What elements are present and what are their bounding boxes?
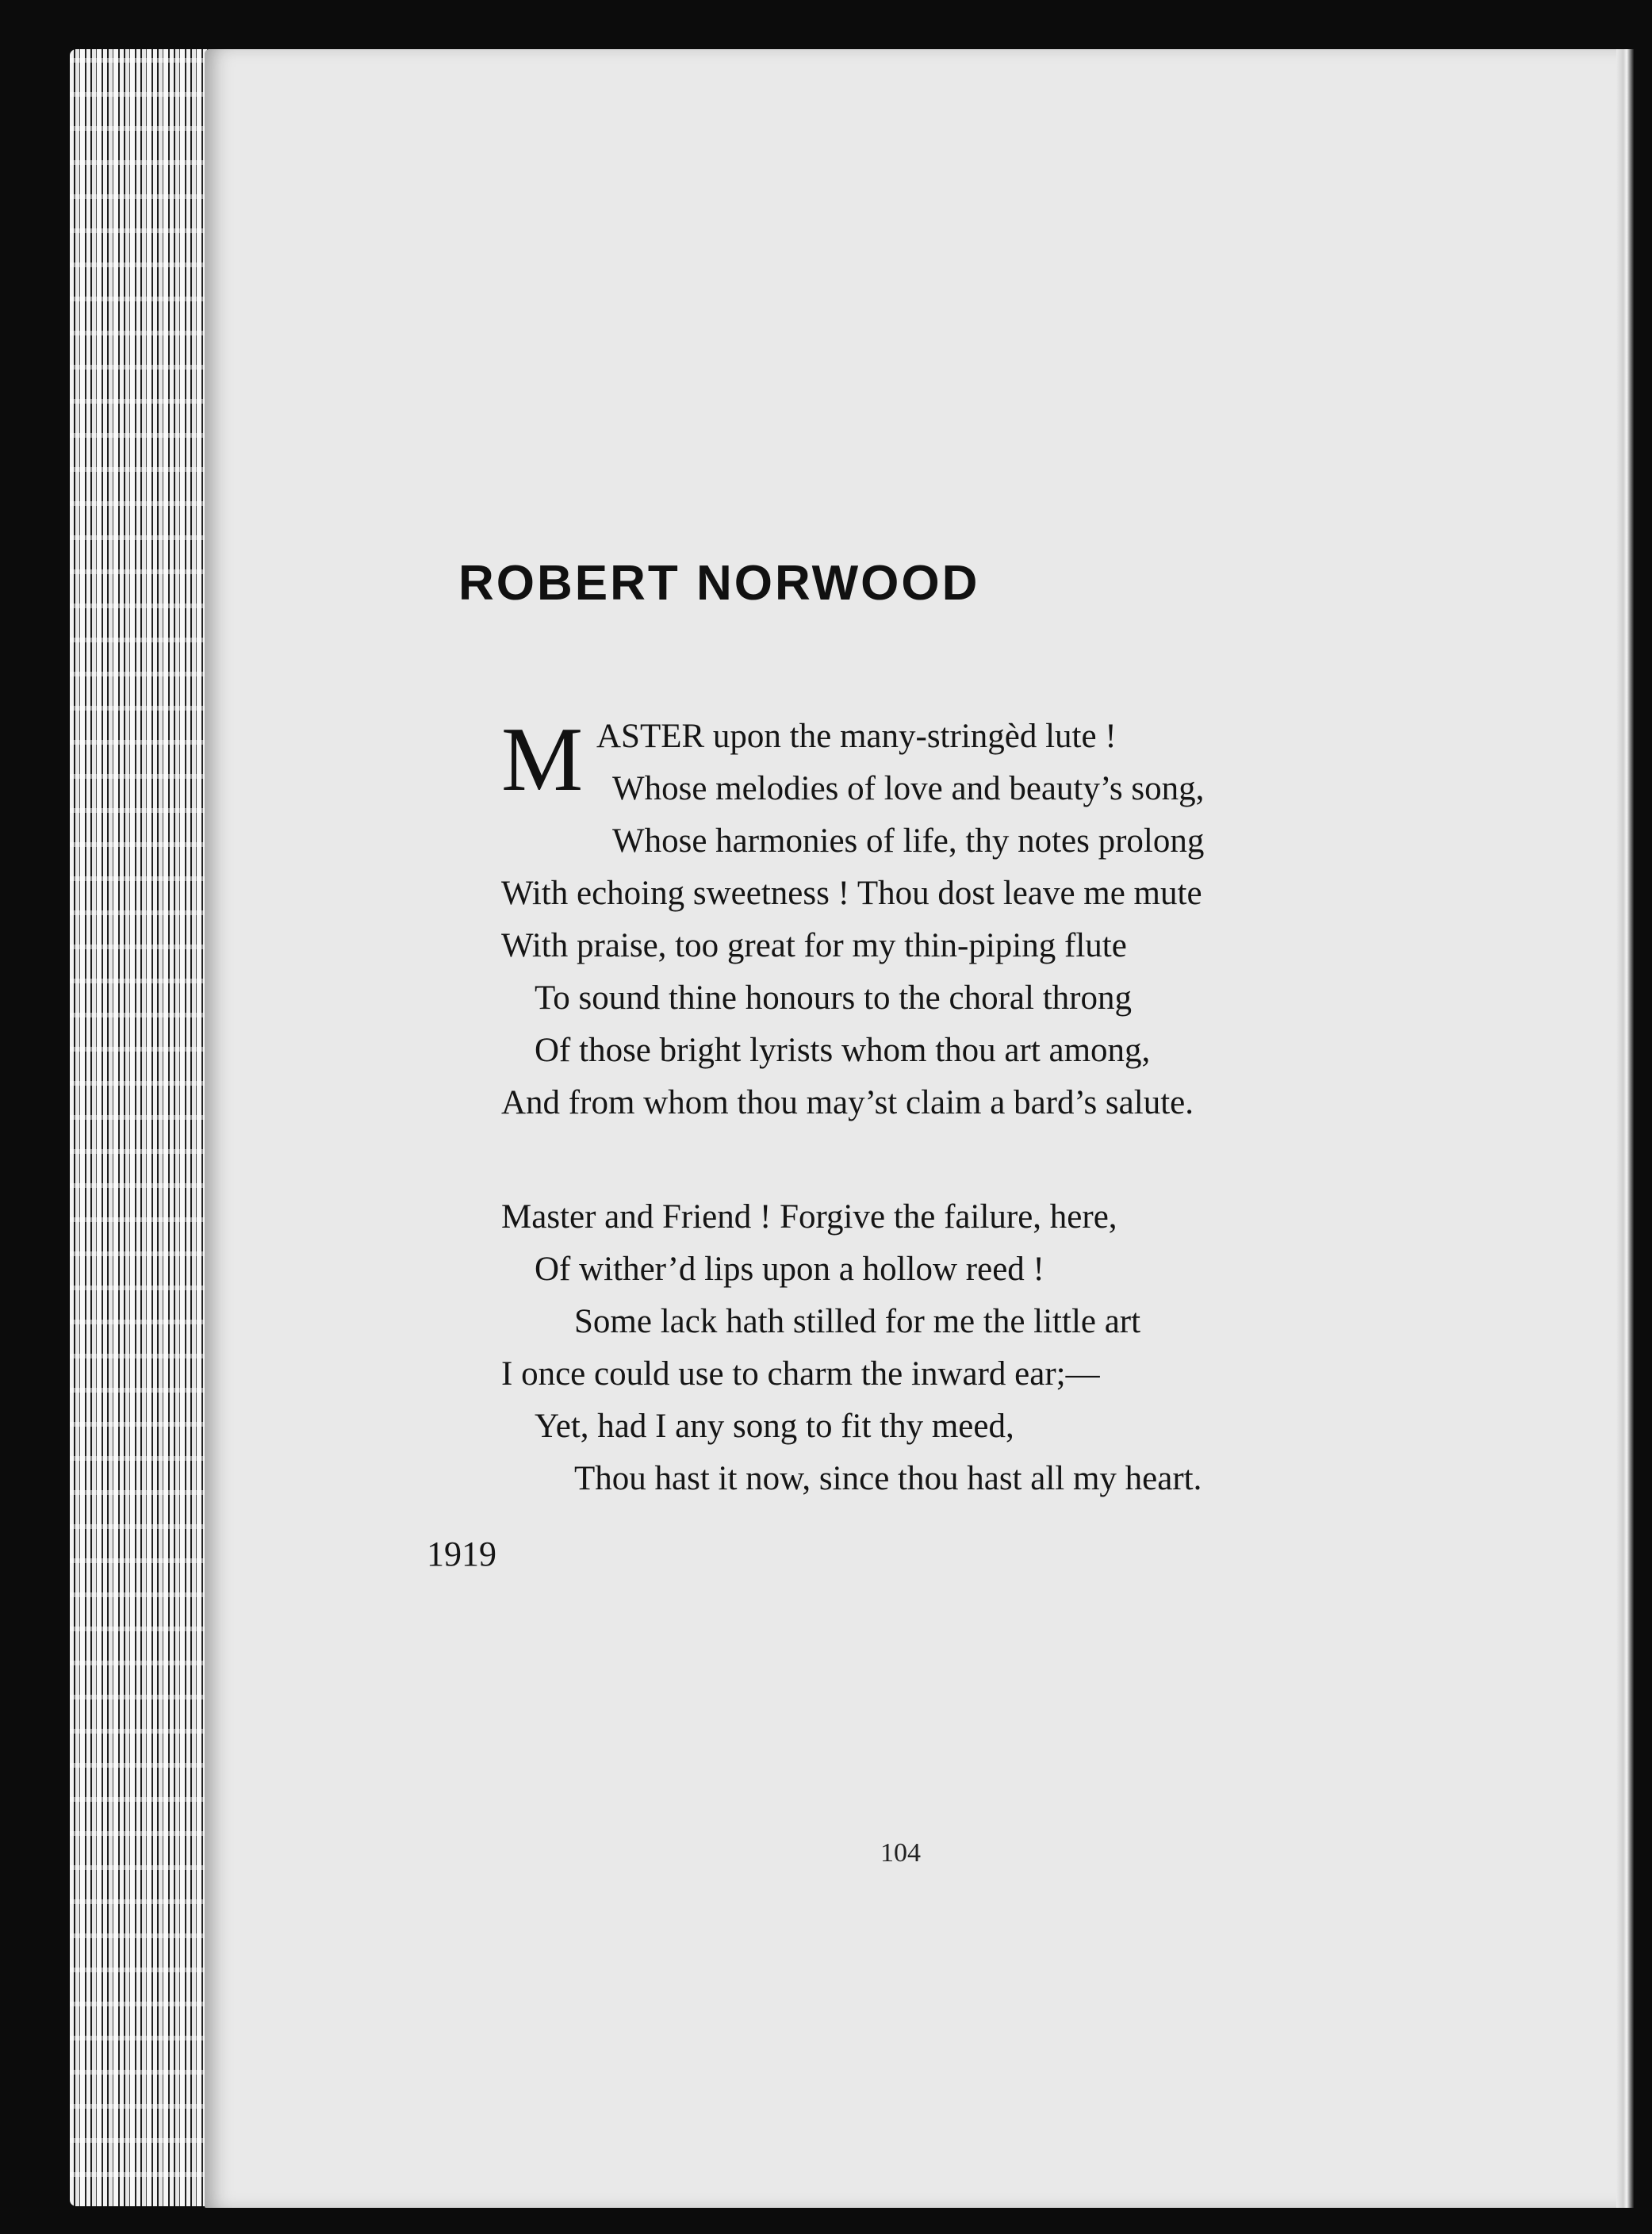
poem-line: With echoing sweetness ! Thou dost leave me mute [501,875,1202,912]
poem-year: 1919 [427,1535,496,1573]
poem-line: Of wither’d lips upon a hollow reed ! [535,1251,1044,1288]
drop-cap: M [501,709,584,810]
poem-line: To sound thine honours to the choral throng [535,979,1132,1017]
poem-title: ROBERT NORWOOD [458,556,980,611]
poem-line: Whose harmonies of life, thy notes prolong [612,822,1205,860]
page-edges [70,49,220,2206]
poem-line: Yet, had I any song to fit thy meed, [535,1408,1014,1445]
page-right-edge [1616,49,1634,2208]
poem-line: Some lack hath stilled for me the little art [574,1303,1141,1340]
stanza-1 [501,711,1204,1129]
poem-line: Master and Friend ! Forgive the failure, here, [501,1198,1117,1236]
poem-line: With praise, too great for my thin-piping flute [501,927,1127,964]
poem-line: And from whom thou may’st claim a bard’s salute. [501,1084,1194,1121]
poem-line: Thou hast it now, since thou hast all my heart. [574,1460,1202,1497]
page-number: 104 [880,1838,921,1868]
poem-line: I once could use to charm the inward ear;— [501,1355,1100,1393]
poem-line: ASTER upon the many-stringèd lute ! [596,718,1117,755]
poem-line: Of those bright lyrists whom thou art among, [535,1032,1151,1069]
stanza-2 [501,1191,1202,1505]
poem-line: Whose melodies of love and beauty’s song, [612,770,1205,807]
